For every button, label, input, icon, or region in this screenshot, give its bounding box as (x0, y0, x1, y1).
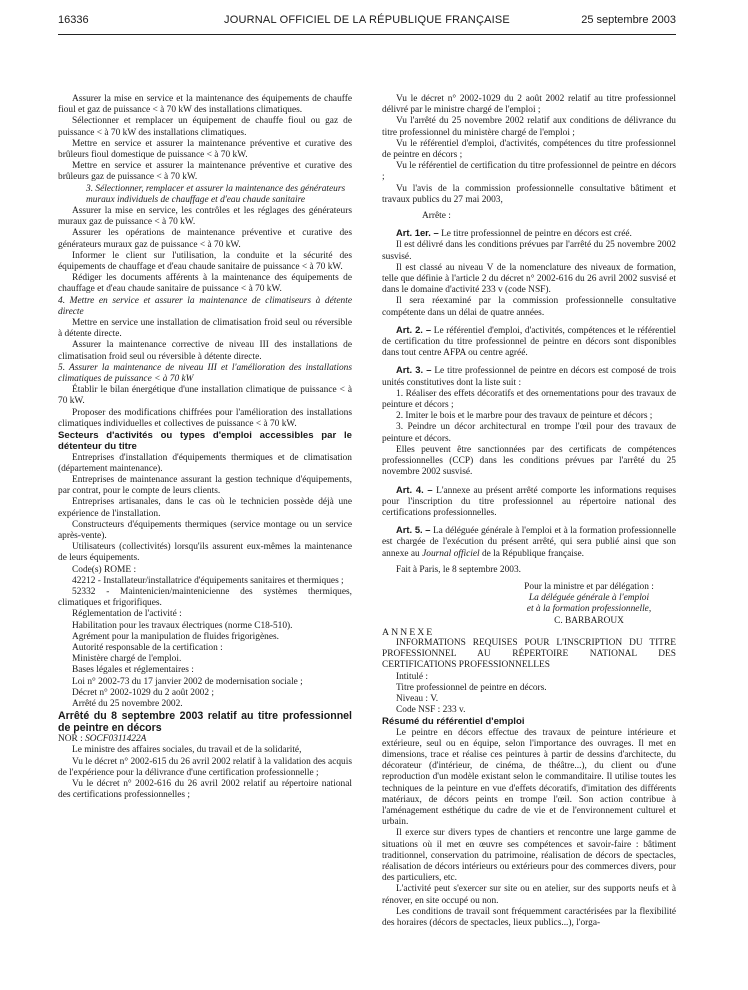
section-heading-3: 3. Sélectionner, remplacer et assurer la maintenance des générateurs muraux individuels de chauffage et d'eau chaude sanitaire (86, 183, 346, 205)
journal-title: JOURNAL OFFICIEL DE LA RÉPUBLIQUE FRANÇAISE (224, 14, 510, 26)
article-4-text: L'annexe au présent arrêté comporte les informations requises pour l'inscription du titre professionnel au répertoire national des certifications professionnelles. (382, 485, 676, 518)
annexe-heading: ANNEXE (382, 626, 435, 638)
article-2-label: Art. 2. – (396, 323, 432, 335)
article-3 (382, 364, 676, 388)
left-column (58, 94, 352, 801)
paragraph: Il exerce sur divers types de chantiers et rencontre une large gamme de situations où il met en œuvre ses compétences et savoir-faire : bâtiment traditionnel, conservation du patrimoine, réalisation de décors de spectacles, réalisation de décors intérieurs ou extérieurs pour des commerces divers, pour des particuliers, etc. (382, 828, 676, 884)
article-5-text-a: La déléguée générale à l'emploi et à la formation professionnelle est chargée de l'exécution du présent arrêté, qui sera publié ainsi que son annexe au (382, 526, 677, 559)
resume-heading: Résumé du référentiel d'emploi (382, 716, 525, 728)
paragraph: Vu le référentiel d'emploi, d'activités, compétences du titre professionnel de peintre en décors ; (382, 138, 676, 161)
nor-label: NOR : (58, 734, 83, 745)
paragraph: Agrément pour la manipulation de fluides frigorigènes. (72, 631, 279, 642)
nor-code: SOCF0311422A (85, 734, 147, 745)
paragraph: 52332 - Maintenicien/maintenicienne des systèmes thermiques, climatiques et frigorifiques. (58, 586, 352, 609)
nor-reference (58, 734, 352, 745)
article-1-label: Art. 1er. – (396, 227, 439, 239)
paragraph: Mettre en service une installation de climatisation froid seul ou réversible à détente directe. (58, 318, 352, 340)
paragraph: Il est délivré dans les conditions prévues par l'arrêté du 25 novembre 2002 susvisé. (382, 240, 676, 262)
paragraph: Assurer la maintenance corrective de niveau III des installations de climatisation froid seul ou réversible à détente directe. (58, 340, 352, 362)
paragraph: Loi n° 2002-73 du 17 janvier 2002 de modernisation sociale ; (72, 676, 303, 687)
paragraph: Rédiger les documents afférents à la maintenance des équipements de chauffage et d'eau chaude sanitaire de puissance < à 70 kW. (58, 273, 352, 295)
paragraph: 3. Peindre un décor architectural en trompe l'œil pour des travaux de peinture et décors. (382, 422, 676, 444)
paragraph: Utilisateurs (collectivités) lorsqu'ils assurent eux-mêmes la maintenance de leurs équipements. (58, 542, 352, 564)
signature-line-1: Pour la ministre et par délégation : (524, 581, 654, 592)
arrete-title: Arrêté du 8 septembre 2003 relatif au titre professionnel de peintre en décors (58, 710, 352, 735)
paragraph: Vu l'arrêté du 25 novembre 2002 relatif aux conditions de délivrance du titre professionnel du ministère chargé de l'emploi ; (382, 116, 676, 138)
signature-block (382, 582, 676, 627)
fait-a-paris: Fait à Paris, le 8 septembre 2003. (396, 564, 521, 575)
article-3-label: Art. 3. – (396, 364, 432, 376)
paragraph: Vu le décret n° 2002-1029 du 2 août 2002 relatif au titre professionnel délivré par le ministre chargé de l'emploi ; (382, 94, 676, 116)
paragraph: Code NSF : 233 v. (396, 705, 466, 716)
paragraph: Établir le bilan énergétique d'une installation climatique de puissance < à 70 kW. (58, 385, 352, 407)
paragraph: Le peintre en décors effectue des travaux de peinture intérieure et extérieure, seul ou en équipe, selon l'importance des ouvrages. Il met en dimensions, trace et réalise ces peintures à partir de dessins d'architecte, du décorateur (d'intérieur, de cinéma, de théâtre...), du client ou d'une reproduction d'un modèle existant selon le commanditaire. Il utilise toutes les techniques de la peinture en vue d'effets décoratifs, d'imitation des différents matériaux, de décors peints en trompe l'œil. Son action contribue à l'aménagement esthétique du cadre de vie et de l'environnement culturel et urbain. (382, 727, 676, 828)
paragraph: Habilitation pour les travaux électriques (norme C18-510). (72, 620, 293, 631)
signatory-name: C. BARBAROUX (554, 615, 624, 626)
arrete-line: Arrête : (422, 211, 451, 222)
paragraph: Le ministre des affaires sociales, du travail et de la solidarité, (72, 745, 302, 756)
paragraph: 2. Imiter le bois et le marbre pour des travaux de peinture et décors ; (396, 411, 653, 422)
paragraph: Vu l'avis de la commission professionnelle consultative bâtiment et travaux publics du 27 mai 2003, (382, 183, 676, 205)
article-1 (382, 227, 676, 240)
page-header (58, 14, 676, 32)
paragraph: 1. Réaliser des effets décoratifs et des ornementations pour des travaux de peinture et décors ; (382, 388, 676, 411)
right-column (382, 94, 676, 929)
journal-officiel-ref: Journal officiel (422, 548, 480, 559)
signature-line-2: La déléguée générale à l'emploi (528, 593, 650, 604)
paragraph: Assurer les opérations de maintenance préventive et curative des générateurs muraux gaz de puissance < à 70 kW. (58, 228, 352, 250)
paragraph: Vu le référentiel de certification du titre professionnel de peintre en décors ; (382, 161, 676, 183)
paragraph: Arrêté du 25 novembre 2002. (72, 698, 183, 709)
sectors-heading: Secteurs d'activités ou types d'emploi accessibles par le détenteur du titre (58, 430, 352, 453)
article-3-text: Le titre professionnel de peintre en décors est composé de trois unités constitutives dont la liste suit : (382, 366, 676, 388)
signature-line-3: et à la formation professionnelle, (526, 604, 652, 615)
paragraph: Constructeurs d'équipements thermiques (service montage ou un service après-vente). (58, 519, 352, 541)
paragraph: Mettre en service et assurer la maintenance préventive et curative des brûleurs fioul domestique de puissance < à 70 kW. (58, 138, 352, 161)
page-number: 16336 (58, 14, 89, 26)
paragraph: Entreprises d'installation d'équipements thermiques et de climatisation (département maintenance). (58, 452, 352, 474)
paragraph: Niveau : V. (396, 693, 439, 704)
section-heading-5: 5. Assurer la maintenance de niveau III et l'amélioration des installations climatiques de puissance < à 70 kW (58, 362, 352, 385)
article-2 (382, 324, 676, 360)
paragraph: Autorité responsable de la certification : (72, 642, 223, 653)
paragraph: 42212 - Installateur/installatrice d'équipements sanitaires et thermiques ; (72, 575, 344, 586)
paragraph: Vu le décret n° 2002-615 du 26 avril 2002 relatif à la validation des acquis de l'expérience pour la délivrance d'une certification professionnelle ; (58, 756, 352, 778)
paragraph: Assurer la mise en service, les contrôles et les réglages des générateurs muraux gaz de puissance < à 70 kW. (58, 206, 352, 228)
paragraph: Titre professionnel de peintre en décors. (396, 682, 547, 693)
header-rule (58, 34, 676, 35)
article-5-text-b: de la République française. (481, 548, 585, 559)
paragraph: Assurer la mise en service et la maintenance des équipements de chauffe fioul et gaz de puissance < à 70 kW des installations climatiques. (58, 94, 352, 116)
paragraph: Intitulé : (396, 671, 429, 682)
paragraph: Les conditions de travail sont fréquemment caractérisées par la flexibilité des horaires (décors de spectacles, lieux publics...), l'orga- (382, 906, 676, 929)
paragraph: Sélectionner et remplacer un équipement de chauffe fioul ou gaz de puissance < à 70 kW des installations climatiques. (58, 116, 352, 138)
paragraph: Vu le décret n° 2002-616 du 26 avril 2002 relatif au répertoire national des certifications professionnelles ; (58, 778, 352, 801)
paragraph: Proposer des modifications chiffrées pour l'amélioration des installations climatiques individuelles et collectives de puissance < à 70 kW. (58, 407, 352, 429)
info-requises-heading: INFORMATIONS REQUISES POUR L'INSCRIPTION DU TITRE PROFESSIONNEL AU RÉPERTOIRE NATIONAL DES CERTIFICATIONS PROFESSIONNELLES (382, 637, 676, 671)
article-4-label: Art. 4. – (396, 483, 433, 495)
article-2-text: Le référentiel d'emploi, d'activités, compétences et le référentiel de certification du titre professionnel de peintre en décors sont disponibles dans tout centre AFPA ou centre agréé. (382, 325, 676, 359)
article-1-text: Le titre professionnel de peintre en décors est créé. (441, 229, 632, 240)
paragraph: Bases légales et réglementaires : (72, 665, 194, 676)
article-5 (382, 524, 676, 560)
publication-date: 25 septembre 2003 (581, 14, 676, 26)
paragraph: Entreprises artisanales, dans le cas où le technicien possède déjà une expérience de l'installation. (58, 497, 352, 519)
paragraph: Réglementation de l'activité : (72, 609, 182, 620)
paragraph: Mettre en service et assurer la maintenance préventive et curative des brûleurs gaz de puissance < à 70 kW. (58, 161, 352, 183)
section-heading-4: 4. Mettre en service et assurer la maintenance de climatiseurs à détente directe (58, 295, 352, 317)
paragraph: Il sera réexaminé par la commission professionnelle consultative compétente dans un délai de quatre années. (382, 296, 676, 318)
paragraph: Ministère chargé de l'emploi. (72, 654, 182, 665)
paragraph: Informer le client sur l'utilisation, la conduite et la sécurité des équipements de chauffage et d'eau chaude sanitaire de puissance < à 70 kW. (58, 250, 352, 273)
paragraph: Elles peuvent être sanctionnées par des certificats de compétences professionnelles (CCP) dans les conditions prévues par l'arrêté du 25 novembre 2002 susvisé. (382, 444, 676, 478)
paragraph: Il est classé au niveau V de la nomenclature des niveaux de formation, telle que définie à l'article 2 du décret n° 2002-616 du 26 avril 2002 susvisé et dans le domaine d'activité 233 v (code NSF). (382, 262, 676, 296)
paragraph: Code(s) ROME : (72, 564, 137, 575)
paragraph: L'activité peut s'exercer sur site ou en atelier, sur des supports neufs et à rénover, en site occupé ou non. (382, 884, 676, 906)
paragraph: Entreprises de maintenance assurant la gestion technique d'équipements, par contrat, pour le compte de leurs clients. (58, 474, 352, 497)
article-4 (382, 484, 676, 520)
paragraph: Décret n° 2002-1029 du 2 août 2002 ; (72, 687, 215, 698)
article-5-label: Art. 5. – (396, 524, 431, 536)
